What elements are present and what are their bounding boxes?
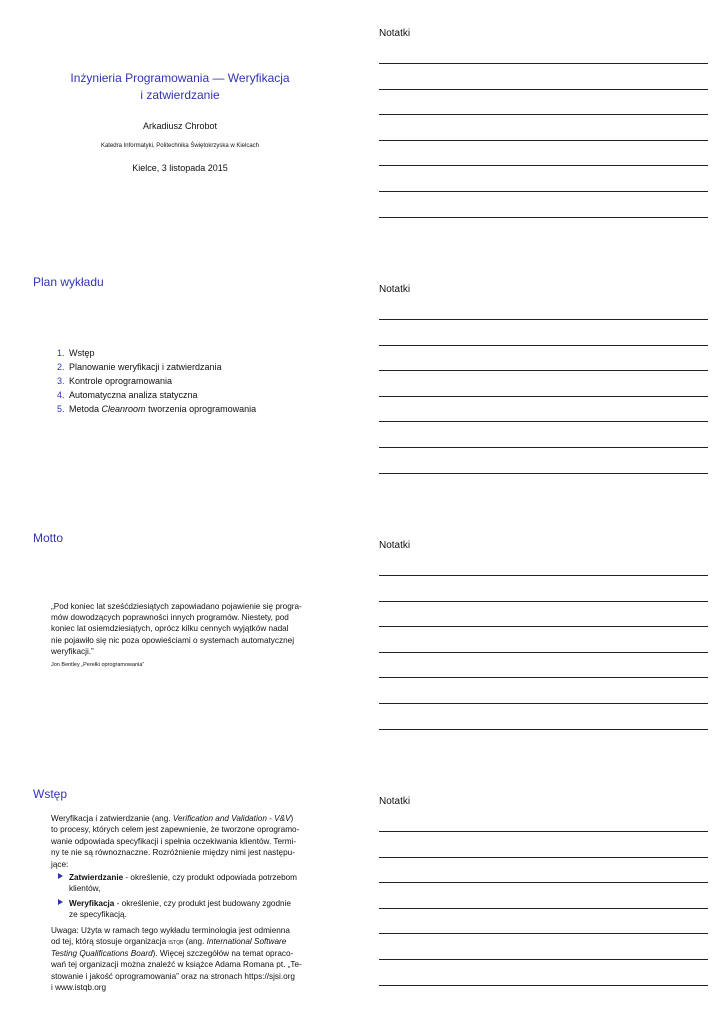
note-text: od tej, którą stosuje organizacja: [51, 937, 169, 947]
intro-line: ny te nie są równoznaczne. Rozróżnienie między nimi jest następu-: [51, 848, 295, 858]
note-text-line: i www.istqb.org: [51, 983, 107, 993]
notes-panel-4: [379, 796, 709, 996]
intro-text-tail: ): [290, 814, 294, 823]
intro-line: jące:: [51, 859, 69, 869]
outline-text: Automatyczna analiza statyczna: [69, 390, 198, 400]
note-line: [379, 831, 708, 832]
note-line: [379, 882, 708, 883]
outline-item: [57, 374, 256, 388]
note-line: [379, 729, 708, 730]
bullet-text: [69, 872, 312, 883]
notes-label: Notatki: [379, 796, 411, 807]
wstep-title: Wstęp: [33, 787, 68, 801]
outline-item: [57, 402, 256, 416]
bullet-term: Weryfikacja: [69, 899, 115, 908]
notes-label: Notatki: [379, 284, 411, 295]
note-text: (ang.: [183, 937, 207, 947]
outline-item: [57, 360, 256, 374]
note-line: [379, 601, 708, 602]
note-line: [379, 345, 708, 346]
bullet-text: [69, 898, 312, 909]
bullet-triangle-icon: [58, 899, 63, 905]
bullet-line-2: klientów,: [69, 884, 101, 894]
bullet-line: - określenie, czy produkt jest budowany zgodnie: [114, 899, 291, 908]
intro-line: [51, 813, 312, 824]
outline-item: [57, 388, 256, 402]
outline-text: Kontrole oprogramowania: [69, 376, 173, 386]
date: Kielce, 3 listopada 2015: [132, 163, 228, 173]
note-emphasis: Testing Qualifications Board: [51, 948, 153, 958]
notes-panel-1: [379, 28, 709, 228]
note-line: [379, 652, 708, 653]
outline-text-tail: tworzenia oprogramowania: [145, 404, 257, 414]
note-line: [379, 857, 708, 858]
note-text-line: stowanie i jakość oprogramowania” oraz na stronach https://sjsi.org: [51, 971, 295, 981]
note-line: [379, 908, 708, 909]
plan-title: Plan wykładu: [33, 275, 104, 289]
note-line: [379, 114, 708, 115]
motto-quote: [51, 601, 312, 657]
notes-panel-3: [379, 540, 709, 740]
note-line: [379, 319, 708, 320]
intro-line: wanie odpowiada specyfikacji i spełnia oczekiwania klientów. Termi-: [51, 836, 297, 846]
note-line: [379, 63, 708, 64]
bullet-line-2: ze specyfikacją.: [69, 910, 127, 920]
quote-line: mów dowodzących poprawności innych programów. Niestety, pod: [51, 613, 289, 623]
author: Arkadiusz Chrobot: [142, 121, 218, 131]
note-line: [379, 447, 708, 448]
quote-line: koniec lat osiemdziesiątych, oprócz kilku cennych wyjątków nadal: [51, 624, 289, 634]
quote-line: nie pojawiło się nic poza opowieściami o systemach automatycznej: [51, 635, 295, 645]
note-emphasis: International Software: [206, 937, 287, 947]
note-line: [379, 421, 708, 422]
note-line: [379, 370, 708, 371]
note-line: [379, 165, 708, 166]
note-line: [379, 626, 708, 627]
note-text-line: wań tej organizacji można znaleźć w książce Adama Romana pt. „Te-: [51, 960, 302, 970]
note-line: [379, 89, 708, 90]
note-line: [379, 959, 708, 960]
note-line: [379, 217, 708, 218]
bullet-item: [58, 872, 312, 895]
outline-emphasis: Cleanroom: [101, 404, 146, 414]
motto-title: Motto: [33, 531, 64, 545]
outline-text: Planowanie weryfikacji i zatwierdzania: [69, 362, 222, 372]
note-line: [379, 473, 708, 474]
note-line: [379, 396, 708, 397]
intro-emphasis: Verification and Validation - V&V: [172, 814, 291, 823]
notes-label: Notatki: [379, 28, 411, 39]
notes-panel-2: [379, 284, 709, 484]
quote-source: Jon Bentley „Perełki oprogramowania”: [51, 662, 145, 668]
note-text-line: [51, 936, 312, 947]
notes-label: Notatki: [379, 540, 411, 551]
outline-number: 3.: [57, 376, 65, 386]
title-line-1: Inżynieria Programowania — Weryfikacja: [70, 71, 290, 85]
presentation-title: [0, 70, 360, 104]
bullet-line: - określenie, czy produkt odpowiada potrzebom: [123, 873, 298, 882]
note-text-line: Uwaga: Użyta w ramach tego wykładu terminologia jest odmienna: [51, 926, 290, 935]
note-line: [379, 575, 708, 576]
note-line: [379, 985, 708, 986]
outline-text: Metoda: [69, 404, 102, 414]
institution: Katedra Informatyki, Politechnika Świętokrzyska w Kielcach: [100, 143, 260, 149]
outline-number: 4.: [57, 390, 65, 400]
bullet-item: [58, 898, 312, 921]
outline-number: 5.: [57, 404, 65, 414]
outline-list: [57, 346, 256, 416]
intro-text: Weryfikacja i zatwierdzanie (ang.: [51, 814, 173, 823]
wstep-intro: [51, 813, 312, 870]
note-text-line: [51, 948, 312, 959]
title-slide: [0, 0, 360, 256]
note-line: [379, 933, 708, 934]
note-line: [379, 677, 708, 678]
quote-line: „Pod koniec lat sześćdziesiątych zapowiadano pojawienie się progra-: [51, 602, 302, 611]
note-line: [379, 140, 708, 141]
note-line: [379, 191, 708, 192]
bullet-triangle-icon: [58, 873, 63, 879]
outline-text: Wstęp: [69, 348, 95, 358]
note-acronym: istqb: [168, 937, 184, 947]
bullet-term: Zatwierdzanie: [69, 873, 124, 882]
outline-number: 1.: [57, 348, 65, 358]
outline-number: 2.: [57, 362, 65, 372]
note-text: ). Więcej szczegółów na temat opraco-: [152, 948, 294, 958]
terminology-note: [51, 925, 312, 993]
note-line: [379, 703, 708, 704]
title-line-2: i zatwierdzanie: [140, 88, 220, 102]
outline-item: [57, 346, 256, 360]
intro-line: to procesy, których celem jest zapewnienie, że tworzone oprogramo-: [51, 825, 300, 835]
quote-line: weryfikacji.”: [51, 646, 94, 656]
